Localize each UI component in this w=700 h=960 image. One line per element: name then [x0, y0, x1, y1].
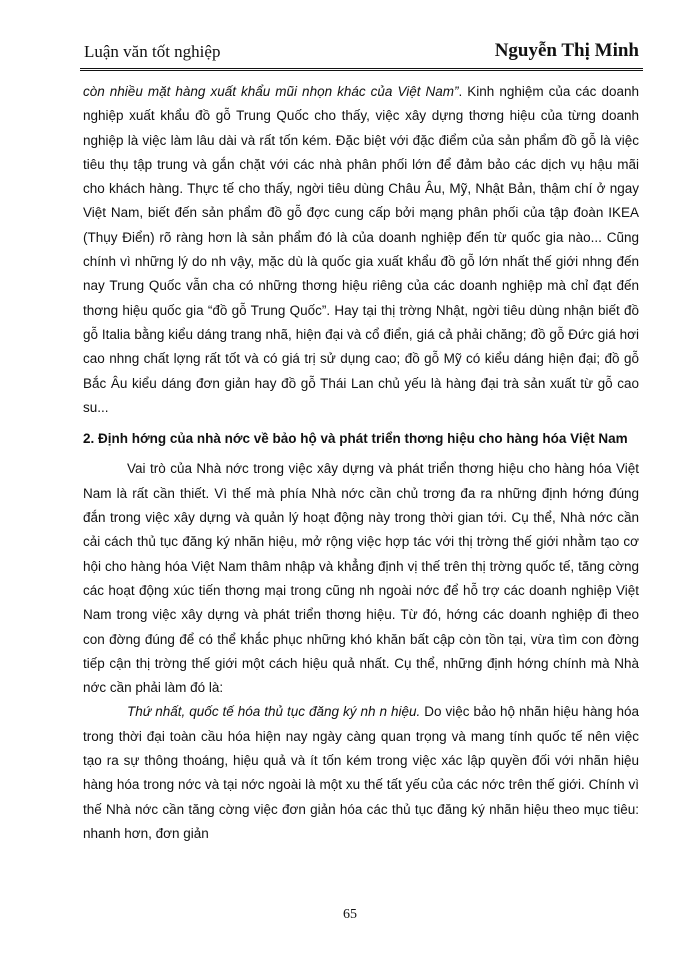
first-point-text: Do việc bảo hộ nhãn hiệu hàng hóa trong thời đại toàn cầu hóa hiện nay ngày càng quan trọng và mang tính quốc tế nên việc tạo ra sự thông thoáng, hiệu quả và ít tốn kém trong việc xác lập quyền đối với nhãn hiệu hàng hóa trong nớc và tại nớc ngoài là một xu thế tất yếu của các nớc trên thế giới. Chính vì thế Nhà nớc cần tăng cờng việc đơn giản hóa các thủ tục đăng ký nhãn hiệu theo mục tiêu: nhanh hơn, đơn giản: [83, 704, 639, 841]
section-paragraph: Vai trò của Nhà nớc trong việc xây dựng và phát triển thơng hiệu cho hàng hóa Việt Nam là rất cần thiết. Vì thế mà phía Nhà nớc cần chủ trơng đa ra những định hớng đúng đắn trong việc xây dựng và quản lý hoạt động này trong thời gian tới. Cụ thể, Nhà nớc cần cải cách thủ tục đăng ký nhãn hiệu, mở rộng việc hợp tác với thị trờng thế giới nhằm tạo cơ hội cho hàng hóa Việt Nam thâm nhập và khẳng định vị thế trên thị trờng quốc tế, tăng cờng các hoạt động xúc tiến thơng mại trong cũng nh ngoài nớc để hỗ trợ các doanh nghiệp Việt Nam trong việc xây dựng và phát triển thơng hiệu. Từ đó, hớng các doanh nghiệp đi theo con đờng đúng để có thể khắc phục những khó khăn bất cập còn tồn tại, vừa tìm con đờng tiếp cận thị trờng thế giới một cách hiệu quả nhất. Cụ thể, những định hớng chính mà Nhà nớc cần phải làm đó là:: [83, 461, 639, 696]
header-thesis-title: Luận văn tốt nghiệp: [84, 42, 221, 61]
section-heading: 2. Định hớng của nhà nớc về bảo hộ và phát triển thơng hiệu cho hàng hóa Việt Nam: [83, 431, 628, 447]
first-point-italic: Thứ nhất, quốc tế hóa thủ tục đăng ký nh n hiệu.: [127, 704, 421, 720]
header-author-name: Nguyễn Thị Minh: [494, 40, 639, 61]
paragraph-continuation-text: . Kinh nghiệm của các doanh nghiệp xuất khẩu đồ gỗ Trung Quốc cho thấy, việc xây dựng thơng hiệu của từng doanh nghiệp là việc làm lâu dài và rất tốn kém. Đặc biệt với đặc điểm của sản phẩm đồ gỗ là việc tiêu thụ tập trung và gắn chặt với các nhà phân phối lớn để đảm bảo các dịch vụ hậu mãi cho khách hàng. Thực tế cho thấy, ngời tiêu dùng Châu Âu, Mỹ, Nhật Bản, thậm chí ở ngay Việt Nam, biết đến sản phẩm đồ gỗ đợc cung cấp bởi mạng phân phối của tập đoàn IKEA (Thụy Điển) rõ ràng hơn là sản phẩm đó là của doanh nghiệp đến từ quốc gia nào... Cũng chính vì những lý do nh vậy, mặc dù là quốc gia xuất khẩu đồ gỗ lớn nhất thế giới nhng đến nay Trung Quốc vẫn cha có những thơng hiệu riêng của các doanh nghiệp mà chỉ đạt đến thơng hiệu quốc gia “đồ gỗ Trung Quốc”. Hay tại thị trờng Nhật, ngời tiêu dùng nhận biết đồ gỗ Italia bằng kiểu dáng trang nhã, hiện đại và cổ điển, giá cả phải chăng; đồ gỗ Đức giá hơi cao nhng chất lợng rất tốt và có giá trị sử dụng cao; đồ gỗ Mỹ có kiểu dáng hiện đại; đồ gỗ Bắc Âu kiểu dáng đơn giản hay đồ gỗ Thái Lan chủ yếu là hàng đại trà sản xuất từ gỗ cao su...: [83, 84, 639, 415]
header-divider: [80, 68, 643, 71]
paragraph-continuation-italic: còn nhiều mặt hàng xuất khẩu mũi nhọn khác của Việt Nam”: [83, 84, 459, 99]
document-body: [83, 80, 639, 846]
page-number: 65: [343, 907, 357, 922]
first-point-paragraph: [83, 700, 639, 846]
paragraph-continuation: [83, 80, 639, 420]
